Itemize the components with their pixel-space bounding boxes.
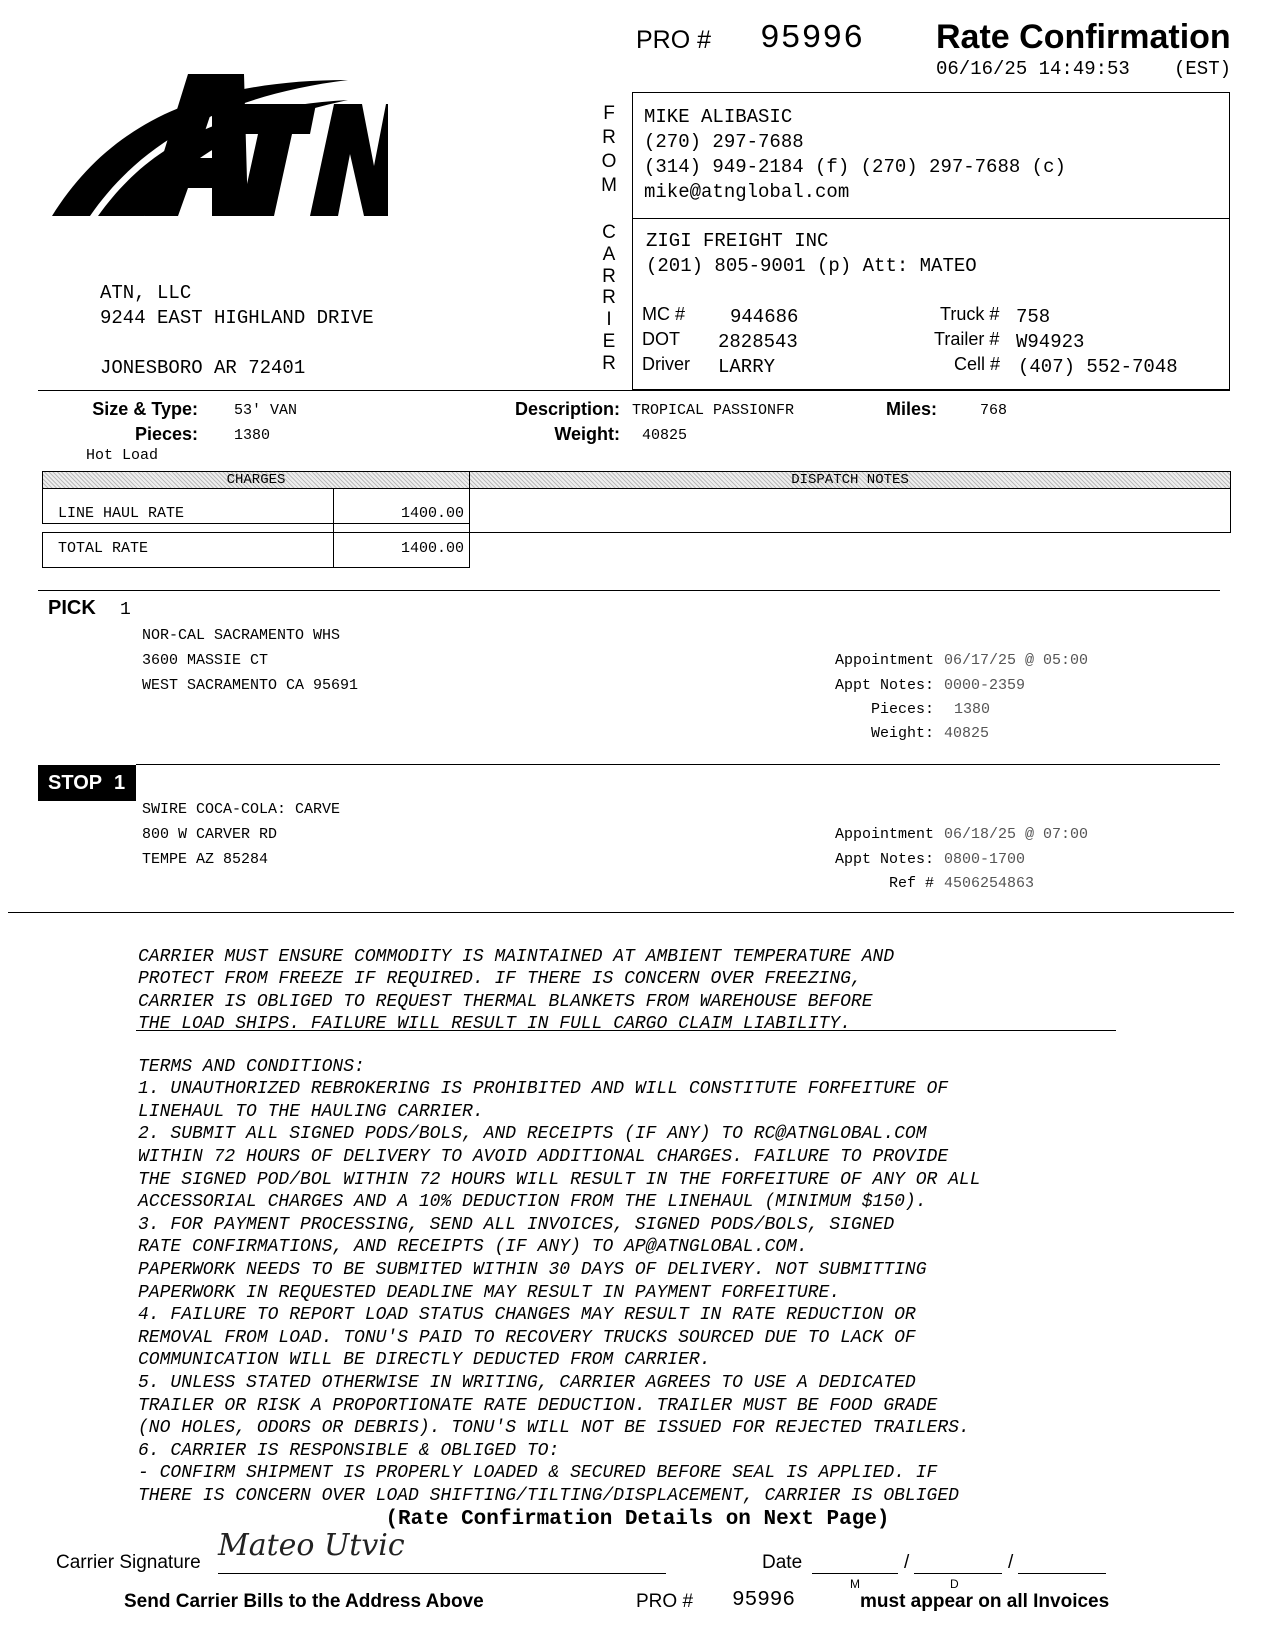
company-city-state-zip: JONESBORO AR 72401 — [100, 357, 306, 379]
next-page-note: (Rate Confirmation Details on Next Page) — [385, 1508, 890, 1531]
send-bills-note: Send Carrier Bills to the Address Above — [124, 1591, 484, 1612]
pick-pieces: 1380 — [954, 701, 991, 718]
stop-appt-notes: 0800-1700 — [944, 851, 1026, 868]
atn-logo-icon — [48, 66, 388, 224]
footer-pro-number: 95996 — [732, 1589, 796, 1612]
terms-divider — [136, 1030, 1116, 1031]
stop-name: SWIRE COCA-COLA: CARVE — [142, 801, 341, 818]
from-phone: (270) 297-7688 — [644, 131, 804, 153]
driver-name: LARRY — [718, 356, 776, 378]
trailer-label: Trailer # — [934, 329, 1000, 349]
company-name: ATN, LLC — [100, 282, 192, 304]
pick-address: 3600 MASSIE CT — [142, 652, 269, 669]
pieces-label: Pieces: — [134, 424, 198, 444]
from-phones: (314) 949-2184 (f) (270) 297-7688 (c) — [644, 156, 1066, 178]
from-email: mike@atnglobal.com — [644, 181, 850, 203]
pieces-value: 1380 — [234, 427, 271, 444]
pick-pieces-label: Pieces: — [870, 701, 934, 718]
truck-number: 758 — [1016, 306, 1051, 328]
header-divider — [38, 390, 1230, 391]
miles-label: Miles: — [886, 399, 938, 419]
date-slash: / — [1008, 1552, 1014, 1573]
truck-label: Truck # — [940, 304, 1000, 324]
pro-number: 95996 — [760, 20, 865, 57]
stop-city-state-zip: TEMPE AZ 85284 — [142, 851, 269, 868]
pick-city-state-zip: WEST SACRAMENTO CA 95691 — [142, 677, 359, 694]
driver-label: Driver — [642, 354, 690, 374]
atn-logo — [48, 66, 388, 224]
charge-amount: 1400.00 — [400, 505, 464, 522]
date-month-line[interactable] — [812, 1573, 898, 1574]
description-value: TROPICAL PASSIONFR — [632, 402, 795, 419]
pick-label: PICK — [48, 597, 96, 619]
dispatch-notes-box — [469, 488, 1231, 533]
charge-amount: 1400.00 — [400, 540, 464, 557]
date-day-line[interactable] — [914, 1573, 1002, 1574]
stop-appointment-label: Appointment — [834, 826, 934, 843]
date-slash: / — [904, 1552, 910, 1573]
stop-divider — [8, 912, 1234, 913]
carrier-phone-att: (201) 805-9001 (p) Att: MATEO — [646, 255, 977, 277]
weight-value: 40825 — [642, 427, 688, 444]
from-name: MIKE ALIBASIC — [644, 106, 793, 128]
hot-load: Hot Load — [86, 447, 159, 464]
charge-label: LINE HAUL RATE — [58, 505, 185, 522]
size-type-label: Size & Type: — [92, 399, 198, 419]
document-title: Rate Confirmation — [936, 18, 1231, 56]
charges-divider — [38, 590, 1220, 591]
cell-number: (407) 552-7048 — [1018, 356, 1178, 378]
weight-label: Weight: — [554, 424, 620, 444]
from-side-label: F R O M — [601, 103, 617, 196]
notice-block: CARRIER MUST ENSURE COMMODITY IS MAINTAINED AT AMBIENT TEMPERATURE AND PROTECT FROM FREEZE IF REQUIRED. IF THERE IS CONCERN OVER FREEZING, CARRIER IS OBLIGED TO REQUEST THERMAL BLANKETS FROM WAREHOUSE BEFORE THE LOAD SHIPS. FAILURE WILL RESULT IN FULL CARGO CLAIM LIABILITY. — [138, 946, 895, 1035]
terms-block: TERMS AND CONDITIONS: 1. UNAUTHORIZED REBROKERING IS PROHIBITED AND WILL CONSTITUTE FORFEITURE OF LINEHAUL TO THE HAULING CARRIER. 2. SUBMIT ALL SIGNED PODS/BOLS, AND RECEIPTS (IF ANY) TO RC@ATNGLOBAL.COM WITHIN 72 HOURS OF DELIVERY TO AVOID ADDITIONAL CHARGES. FAILURE TO PROVIDE THE SIGNED POD/BOL WITHIN 72 HOURS WILL RESULT IN THE FORFEITURE OF ANY OR ALL ACCESSORIAL CHARGES AND A 10% DEDUCTION FROM THE LINEHAUL (MINIMUM $150). 3. FOR PAYMENT PROCESSING, SEND ALL INVOICES, SIGNED PODS/BOLS, SIGNED RATE CONFIRMATIONS, AND RECEIPTS (IF ANY) TO AP@ATNGLOBAL.COM. PAPERWORK NEEDS TO BE SUBMITED WITHIN 30 DAYS OF DELIVERY. NOT SUBMITTING PAPERWORK IN REQUESTED DEADLINE MAY RESULT IN PAYMENT FORFEITURE. 4. FAILURE TO REPORT LOAD STATUS CHANGES MAY RESULT IN RATE REDUCTION OR REMOVAL FROM LOAD. TONU'S PAID TO RECOVERY TRUCKS SOURCED DUE TO LACK OF COMMUNICATION WILL BE DIRECTLY DEDUCTED FROM CARRIER. 5. UNLESS STATED OTHERWISE IN WRITING, CARRIER AGREES TO USE A DEDICATED TRAILER OR RISK A PROPORTIONATE RATE DEDUCTION. TRAILER MUST BE FOOD GRADE (NO HOLES, ODORS OR DEBRIS). TONU'S WILL NOT BE ISSUED FOR REJECTED TRAILERS. 6. CARRIER IS RESPONSIBLE & OBLIGED TO: - CONFIRM SHIPMENT IS PROPERLY LOADED & SECURED BEFORE SEAL IS APPLIED. IF THERE IS CONCERN OVER LOAD SHIFTING/TILTING/DISPLACEMENT, CARRIER IS OBLIGED — [138, 1056, 981, 1506]
timestamp: 06/16/25 14:49:53 — [936, 58, 1130, 80]
stop-ref-label: Ref # — [888, 875, 934, 892]
pro-label: PRO # — [636, 26, 712, 54]
date-year-line[interactable] — [1018, 1573, 1106, 1574]
pick-weight-label: Weight: — [870, 725, 934, 742]
stop-appt-notes-label: Appt Notes: — [834, 851, 934, 868]
pick-appt-notes-label: Appt Notes: — [834, 677, 934, 694]
stop-appointment: 06/18/25 @ 07:00 — [944, 826, 1089, 843]
miles-value: 768 — [980, 402, 1008, 419]
date-month-hint: M — [850, 1577, 860, 1591]
description-label: Description: — [514, 399, 620, 419]
mc-number: 944686 — [730, 306, 799, 328]
stop-ref: 4506254863 — [944, 875, 1035, 892]
date-day-hint: D — [950, 1577, 959, 1591]
footer-pro-label: PRO # — [636, 1591, 694, 1612]
date-label: Date — [762, 1552, 803, 1573]
pick-appt-notes: 0000-2359 — [944, 677, 1026, 694]
pick-name: NOR-CAL SACRAMENTO WHS — [142, 627, 341, 644]
carrier-name: ZIGI FREIGHT INC — [646, 230, 829, 252]
dispatch-notes-header: DISPATCH NOTES — [791, 472, 909, 488]
mc-label: MC # — [642, 304, 686, 324]
charge-label: TOTAL RATE — [58, 540, 149, 557]
pick-number: 1 — [120, 600, 131, 620]
charges-header: CHARGES — [226, 472, 286, 488]
timezone: (EST) — [1174, 58, 1232, 80]
signature-line — [218, 1573, 666, 1574]
pick-weight: 40825 — [944, 725, 990, 742]
pick-appointment-label: Appointment — [834, 652, 934, 669]
cell-label: Cell # — [954, 354, 1001, 374]
stop-label: STOP — [48, 772, 103, 794]
company-address: 9244 EAST HIGHLAND DRIVE — [100, 307, 374, 329]
must-appear-note: must appear on all Invoices — [860, 1591, 1110, 1612]
carrier-signature: Mateo Utvic — [218, 1528, 405, 1563]
signature-label: Carrier Signature — [56, 1552, 201, 1573]
trailer-number: W94923 — [1016, 331, 1085, 353]
pick-divider — [136, 764, 1220, 765]
stop-number: 1 — [114, 772, 126, 794]
stop-address: 800 W CARVER RD — [142, 826, 278, 843]
size-type-value: 53' VAN — [234, 402, 298, 419]
dot-label: DOT — [642, 329, 680, 349]
pick-appointment: 06/17/25 @ 05:00 — [944, 652, 1089, 669]
carrier-side-label: C A R R I E R — [602, 222, 616, 374]
dot-number: 2828543 — [718, 331, 798, 353]
